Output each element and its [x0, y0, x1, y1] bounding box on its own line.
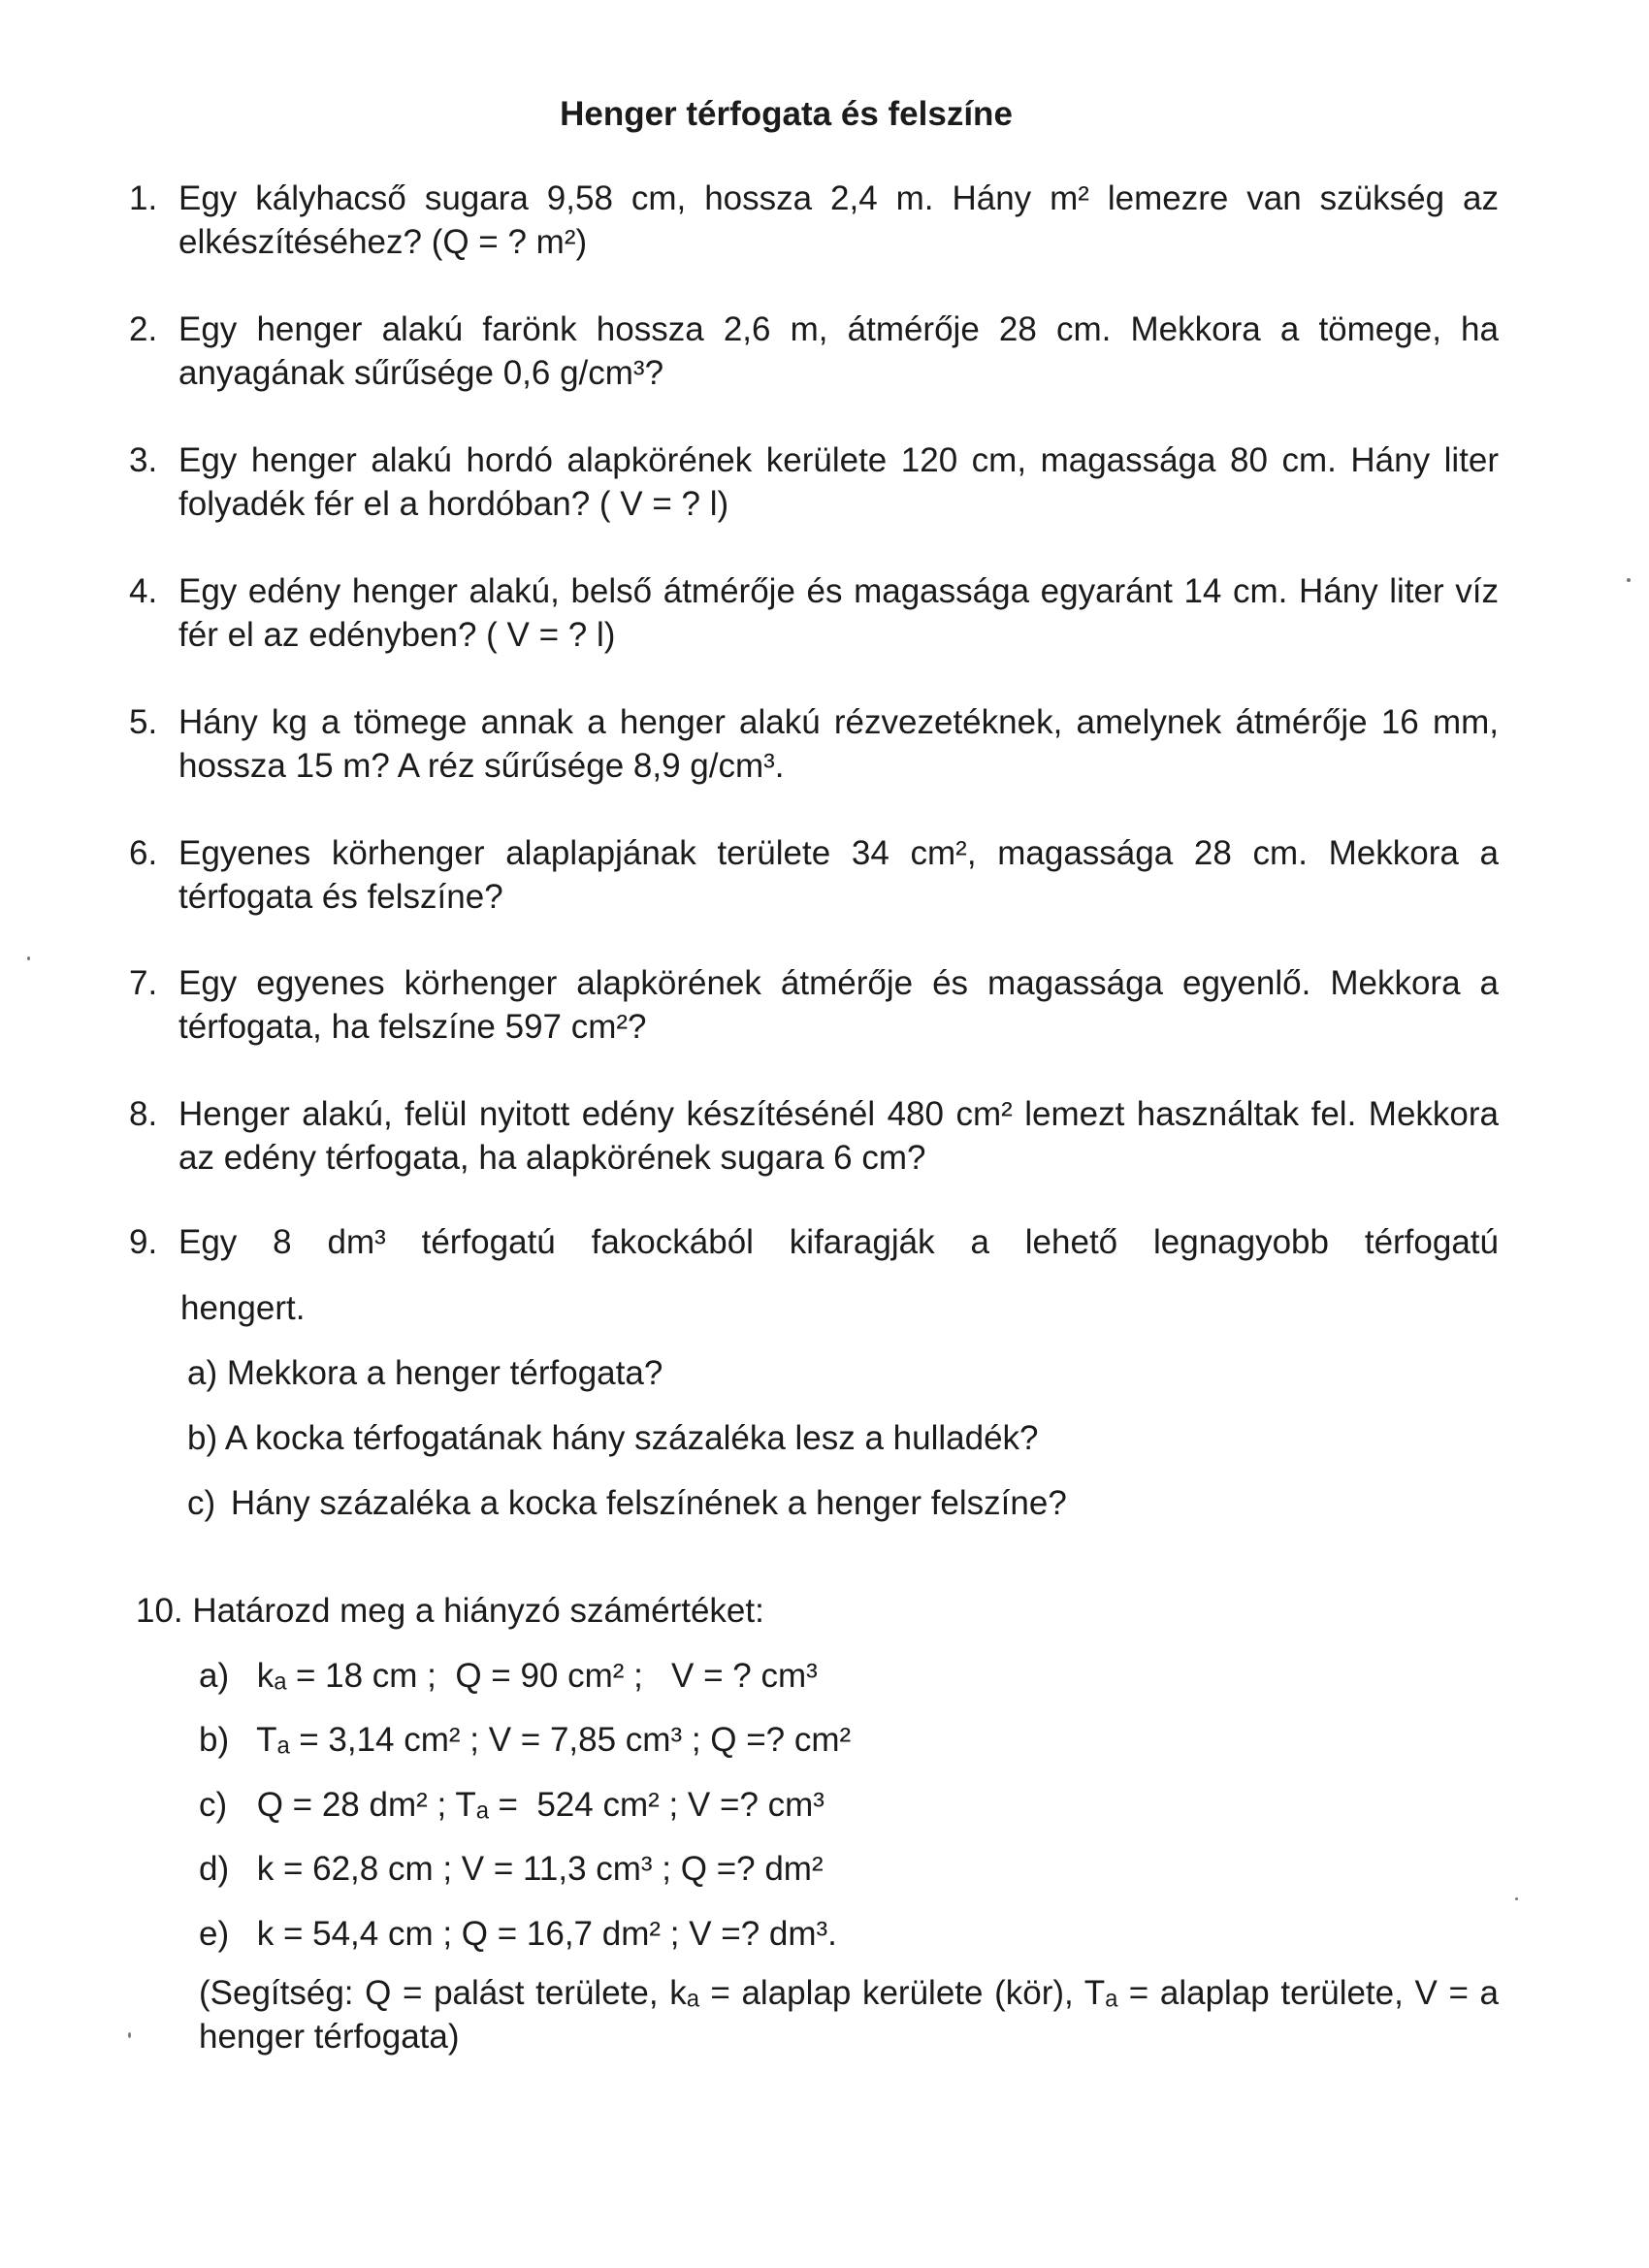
scan-speck — [128, 2032, 131, 2038]
exercise-4 — [129, 569, 1499, 657]
exercise-text: Határozd meg a hiányzó számértéket: — [192, 1592, 764, 1630]
exercise-text: Egy egyenes körhenger alapkörének átmérője és magassága egyenlő. Mekkora a térfogata, ha felszíne 597 cm²? — [178, 964, 1499, 1046]
exercise-2 — [129, 308, 1499, 395]
exercise-number: 5. — [129, 703, 158, 741]
part-label: c) — [199, 1786, 228, 1824]
exercise-9-part-b — [187, 1416, 1039, 1460]
exercise-number: 7. — [129, 964, 158, 1002]
exercise-text: Egyenes körhenger alaplapjának területe 34 cm², magassága 28 cm. Mekkora a térfogata és felszíne? — [178, 834, 1499, 916]
exercise-3 — [129, 438, 1499, 526]
exercise-text-line-2: hengert. — [180, 1289, 306, 1327]
page-title: Henger térfogata és felszíne — [560, 95, 1013, 133]
exercise-number: 4. — [129, 572, 158, 610]
part-label: e) — [199, 1915, 230, 1953]
exercise-9-part-a — [187, 1351, 663, 1395]
part-text: k = 62,8 cm ; V = 11,3 cm³ ; Q =? dm² — [256, 1850, 824, 1888]
exercise-text: Henger alakú, felül nyitott edény készítésénél 480 cm² lemezt használtak fel. Mekkora az edény térfogata, ha alapkörének sugara 6 cm? — [178, 1095, 1499, 1177]
part-text: A kocka térfogatának hány százaléka lesz a hulladék? — [224, 1419, 1039, 1457]
exercise-text: Egy kályhacső sugara 9,58 cm, hossza 2,4 m. Hány m² lemezre van szükség az elkészítéséhez? (Q = ? m²) — [178, 179, 1499, 261]
exercise-text: Egy henger alakú farönk hossza 2,6 m, átmérője 28 cm. Mekkora a tömege, ha anyagának sűrűsége 0,6 g/cm³? — [178, 310, 1499, 392]
part-label: a) — [187, 1354, 218, 1392]
exercise-1 — [129, 177, 1499, 264]
exercise-10-part-d — [199, 1847, 824, 1891]
part-text: Tₐ = 3,14 cm² ; V = 7,85 cm³ ; Q =? cm² — [256, 1721, 852, 1759]
part-text: Mekkora a henger térfogata? — [226, 1354, 663, 1392]
part-label: b) — [187, 1419, 218, 1457]
exercise-number: 2. — [129, 310, 158, 348]
exercise-10-part-b — [199, 1718, 851, 1762]
part-text: kₐ = 18 cm ; Q = 90 cm² ; V = ? cm³ — [256, 1657, 818, 1695]
exercise-number: 1. — [129, 179, 158, 217]
exercise-10-part-e — [199, 1912, 837, 1956]
part-text: k = 54,4 cm ; Q = 16,7 dm² ; V =? dm³. — [256, 1915, 837, 1953]
part-label: b) — [199, 1721, 230, 1759]
scan-speck — [27, 956, 30, 960]
exercise-7 — [129, 961, 1499, 1049]
exercise-text: Hány kg a tömege annak a henger alakú rézvezetéknek, amelynek átmérője 16 mm, hossza 15 m? A réz sűrűsége 8,9 g/cm³. — [178, 703, 1499, 785]
exercise-number: 10. — [136, 1592, 183, 1630]
scan-speck — [1515, 1897, 1518, 1900]
exercise-number: 8. — [129, 1095, 158, 1133]
hint-note: (Segítség: Q = palást területe, kₐ = alaplap kerülete (kör), Tₐ = alaplap területe, V = a henger térfogata) — [199, 1974, 1499, 2056]
exercise-text: Egy edény henger alakú, belső átmérője és magassága egyaránt 14 cm. Hány liter víz fér el az edényben? ( V = ? l) — [178, 572, 1499, 654]
exercise-6 — [129, 831, 1499, 919]
part-label: d) — [199, 1850, 230, 1888]
part-text: Q = 28 dm² ; Tₐ = 524 cm² ; V =? cm³ — [256, 1786, 824, 1824]
exercise-9-part-c — [187, 1481, 1067, 1525]
exercise-5 — [129, 700, 1499, 788]
part-text: Hány százaléka a kocka felszínének a henger felszíne? — [230, 1484, 1067, 1522]
part-label: c) — [187, 1484, 216, 1522]
exercise-number: 9. — [129, 1223, 158, 1261]
exercise-10 — [136, 1589, 764, 1633]
exercise-number: 3. — [129, 441, 158, 479]
exercise-text-line-1: Egy 8 dm³ térfogatú fakockából kifaragják a lehető legnagyobb térfogatú — [178, 1223, 1499, 1261]
scan-speck — [1627, 578, 1631, 582]
part-label: a) — [199, 1657, 230, 1695]
exercise-10-part-c — [199, 1783, 824, 1827]
exercise-number: 6. — [129, 834, 158, 872]
exercise-10-part-a — [199, 1654, 818, 1698]
exercise-text: Egy henger alakú hordó alapkörének kerülete 120 cm, magassága 80 cm. Hány liter folyadék fér el a hordóban? ( V = ? l) — [178, 441, 1499, 523]
exercise-8 — [129, 1092, 1499, 1180]
exercise-9 — [129, 1220, 1499, 1264]
